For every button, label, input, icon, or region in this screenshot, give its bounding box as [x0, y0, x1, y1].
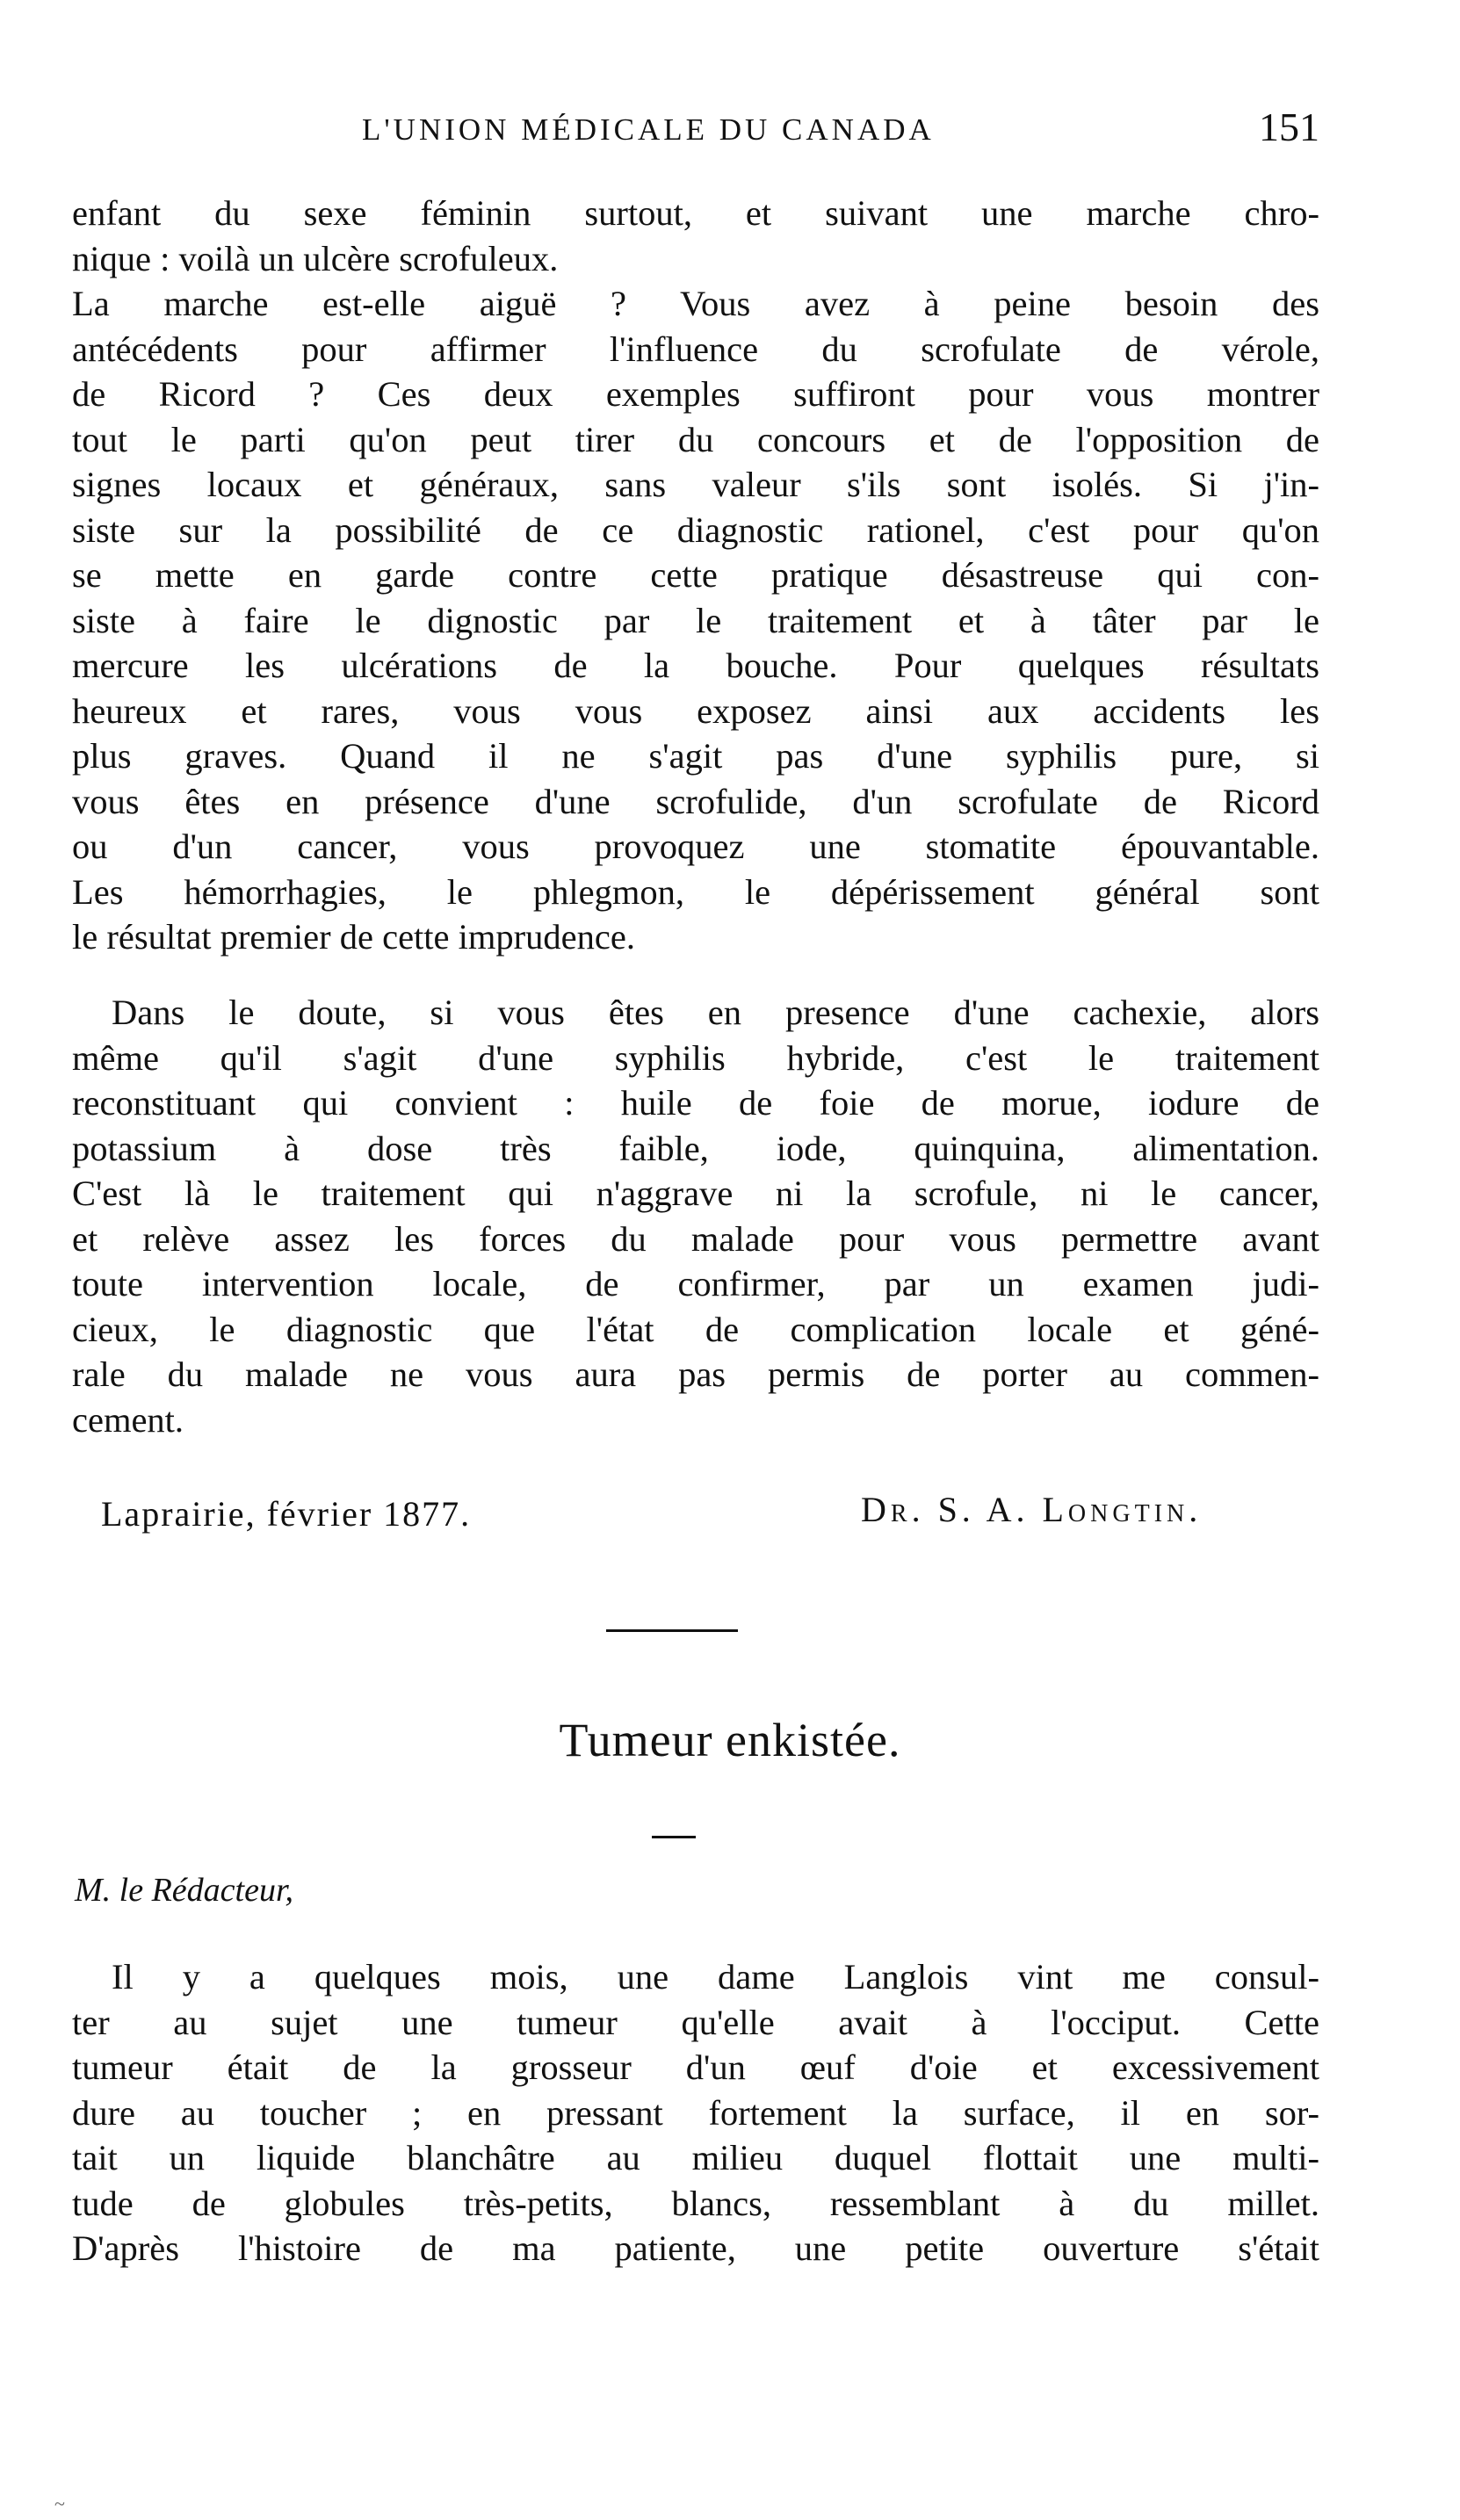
text-line: reconstituant qui convient : huile de foie de morue, iodure de — [72, 1083, 1319, 1123]
text-line: C'est là le traitement qui n'aggrave ni la scrofule, ni le cancer, — [72, 1173, 1319, 1213]
text-line: enfant du sexe féminin surtout, et suivant une marche chro- — [72, 193, 1319, 233]
text-line: plus graves. Quand il ne s'agit pas d'une syphilis pure, si — [72, 736, 1319, 776]
text-line: vous êtes en présence d'une scrofulide, d'un scrofulate de Ricord — [72, 781, 1319, 821]
text-line: tumeur était de la grosseur d'un œuf d'oie et excessivement — [72, 2047, 1319, 2087]
text-line: siste à faire le dignostic par le traitement et à tâter par le — [72, 600, 1319, 640]
text-line: dure au toucher ; en pressant fortement la surface, il en sor- — [72, 2092, 1319, 2133]
text-line: D'après l'histoire de ma patiente, une petite ouverture s'était — [72, 2228, 1319, 2268]
text-line: de Ricord ? Ces deux exemples suffiront pour vous montrer — [72, 374, 1319, 414]
text-line: cement. — [72, 1399, 184, 1440]
text-line: siste sur la possibilité de ce diagnostic rationel, c'est pour qu'on — [72, 509, 1319, 550]
text-line: Il y a quelques mois, une dame Langlois vint me consul- — [112, 1957, 1319, 1997]
text-line: tout le parti qu'on peut tirer du concours et de l'opposition de — [72, 419, 1319, 459]
journal-title: L'UNION MÉDICALE DU CANADA — [362, 112, 935, 147]
scan-artifact: ~ — [54, 2493, 65, 2515]
salutation: M. le Rédacteur, — [75, 1872, 294, 1909]
article-title: Tumeur enkistée. — [559, 1714, 901, 1766]
text-line: tude de globules très-petits, blancs, ressemblant à du millet. — [72, 2183, 1319, 2223]
section-divider — [606, 1629, 738, 1632]
text-line: toute intervention locale, de confirmer, par un examen judi- — [72, 1264, 1319, 1303]
paragraph-treatment — [72, 990, 1319, 1442]
page-number: 151 — [1259, 105, 1319, 149]
text-line: et relève assez les forces du malade pour vous permettre avant — [72, 1218, 1319, 1259]
text-line: ter au sujet une tumeur qu'elle avait à l'occiput. Cette — [72, 2002, 1319, 2042]
text-line: ou d'un cancer, vous provoquez une stomatite épouvantable. — [72, 827, 1319, 866]
text-line: heureux et rares, vous vous exposez ainsi aux accidents les — [72, 690, 1319, 731]
text-line: tait un liquide blanchâtre au milieu duquel flottait une multi- — [72, 2138, 1319, 2177]
text-line: le résultat premier de cette imprudence. — [72, 917, 635, 957]
text-line: potassium à dose très faible, iode, quinquina, alimentation. — [72, 1128, 1319, 1168]
paragraph-tumor-case — [72, 1954, 1319, 2271]
text-line: La marche est-elle aiguë ? Vous avez à peine besoin des — [72, 284, 1319, 323]
place-date: Laprairie, février 1877. — [101, 1494, 472, 1534]
title-divider — [652, 1836, 696, 1838]
author-signature: Dr. S. A. Longtin. — [861, 1490, 1203, 1529]
text-line: même qu'il s'agit d'une syphilis hybride, c'est le traitement — [72, 1037, 1319, 1078]
running-header — [72, 104, 1319, 156]
text-line: rale du malade ne vous aura pas permis de porter au commen- — [72, 1354, 1319, 1394]
text-line: se mette en garde contre cette pratique désastreuse qui con- — [72, 555, 1319, 595]
text-line: mercure les ulcérations de la bouche. Pour quelques résultats — [72, 646, 1319, 685]
text-line: nique : voilà un ulcère scrofuleux. — [72, 238, 559, 278]
text-line: cieux, le diagnostic que l'état de complication locale et géné- — [72, 1309, 1319, 1349]
text-line: antécédents pour affirmer l'influence du scrofulate de vérole, — [72, 329, 1319, 369]
paragraph-ulcer-diagnosis — [72, 191, 1319, 960]
text-line: Les hémorrhagies, le phlegmon, le dépérissement général sont — [72, 871, 1319, 912]
text-line: signes locaux et généraux, sans valeur s'ils sont isolés. Si j'in- — [72, 465, 1319, 504]
text-line: Dans le doute, si vous êtes en presence d'une cachexie, alors — [112, 993, 1319, 1032]
